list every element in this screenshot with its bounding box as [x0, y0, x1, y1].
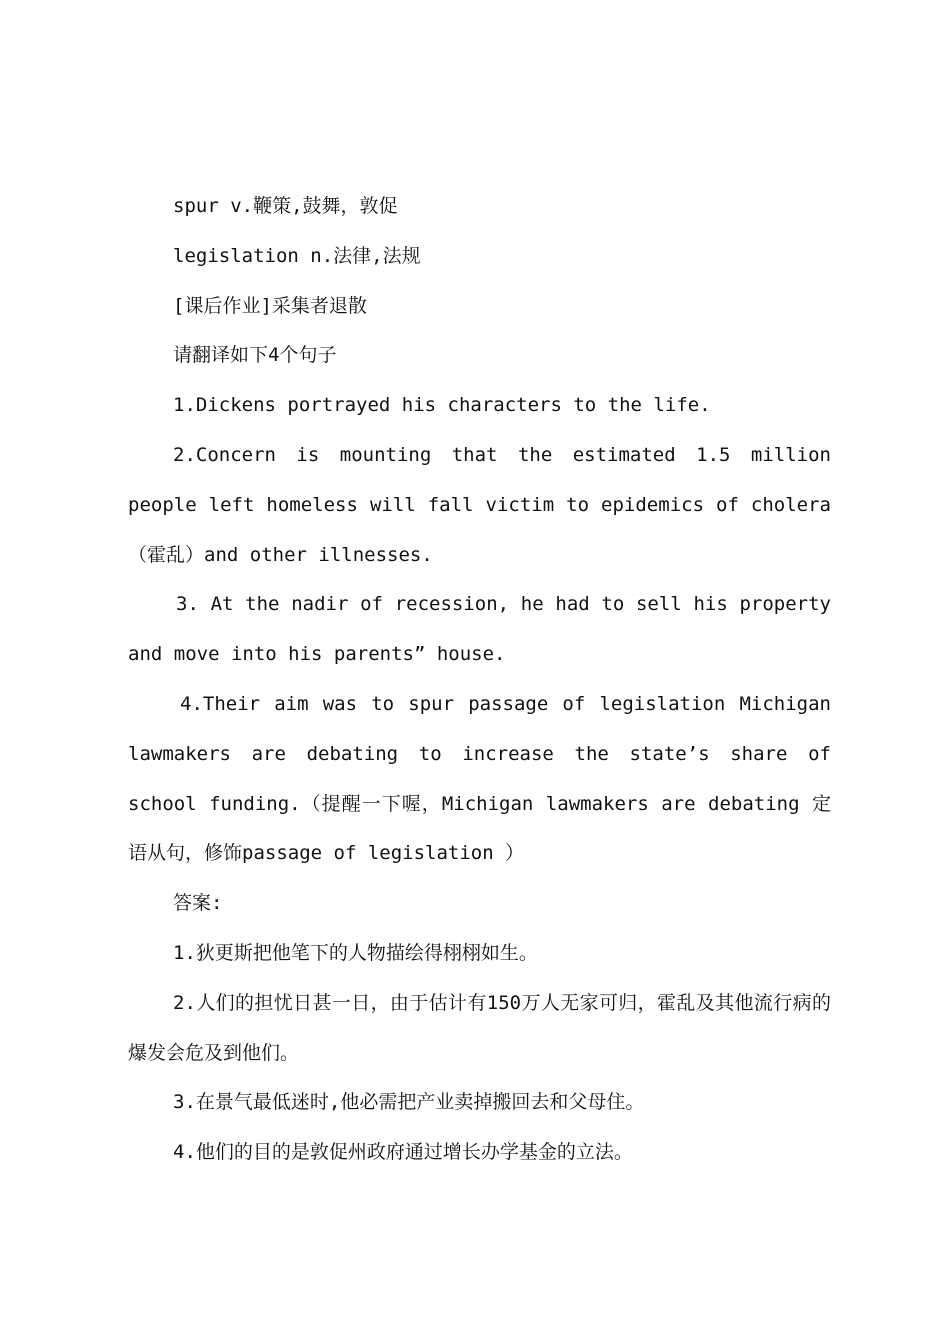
sentence-1: 1.Dickens portrayed his characters to the life. — [173, 394, 711, 417]
answer-1: 1.狄更斯把他笔下的人物描绘得栩栩如生。 — [173, 941, 538, 964]
vocab-entry-legislation: legislation n.法律,法规 — [173, 244, 421, 267]
document-body — [128, 182, 831, 1178]
answer-2: 2.人们的担忧日甚一日，由于估计有150万人无家可归，霍乱及其他流行病的爆发会危及到他们。 — [128, 991, 831, 1064]
sentence-4: 4.Their aim was to spur passage of legislation Michigan lawmakers are debating to increase the state’s share of school funding.（提醒一下喔，Michigan lawmakers are debating 定语从句，修饰passage of legislation ） — [128, 692, 831, 865]
answer-4: 4.他们的目的是敦促州政府通过增长办学基金的立法。 — [173, 1141, 633, 1164]
answer-3: 3.在景气最低迷时,他必需把产业卖掉搬回去和父母住。 — [173, 1091, 645, 1114]
translation-instruction: 请翻译如下4个句子 — [173, 344, 337, 367]
homework-heading: [课后作业]采集者退散 — [173, 294, 367, 317]
answer-heading: 答案: — [173, 892, 223, 915]
sentence-2: 2.Concern is mounting that the estimated 1.5 million people left homeless will fall victim to epidemics of cholera（霍乱）and other illnesses. — [128, 443, 831, 566]
sentence-3: 3. At the nadir of recession, he had to sell his property and move into his parents” house. — [128, 593, 831, 666]
vocab-entry-spur: spur v.鞭策,鼓舞，敦促 — [173, 195, 398, 217]
